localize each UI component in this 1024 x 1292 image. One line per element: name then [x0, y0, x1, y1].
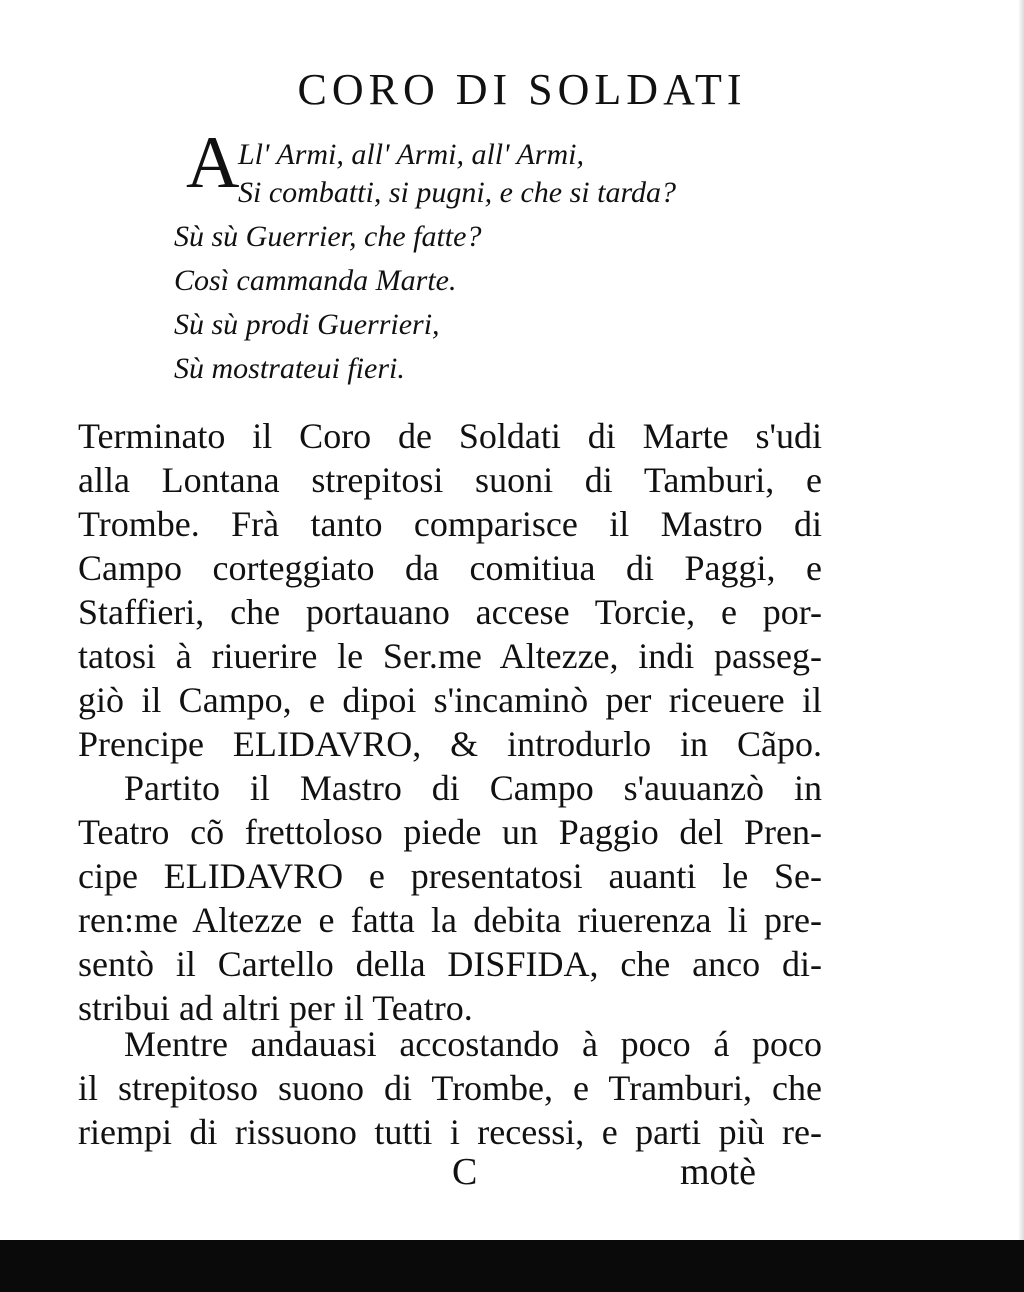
prose-line: Staffieri, che portauano accese Torcie, e por- — [78, 592, 822, 632]
prose-line: Partito il Mastro di Campo s'auuanzò in — [124, 768, 822, 808]
verse-line: Si combatti, si pugni, e che si tarda? — [238, 176, 677, 209]
prose-line: tatosi à riuerire le Ser.me Altezze, indi passeg- — [78, 636, 822, 676]
prose-line: Terminato il Coro de Soldati di Marte s'udi — [78, 416, 822, 456]
prose-line: Prencipe ELIDAVRO, & introdurlo in Cãpo. — [78, 724, 822, 764]
prose-line: giò il Campo, e dipoi s'incaminò per riceuere il — [78, 680, 822, 720]
prose-line: Mentre andauasi accostando à poco á poco — [124, 1024, 822, 1064]
catchword: motè — [680, 1151, 756, 1193]
verse-line: Sù mostrateui fieri. — [174, 352, 405, 385]
prose-line: riempi di rissuono tutti i recessi, e parti più re- — [78, 1112, 822, 1152]
prose-line: il strepitoso suono di Trombe, e Tramburi, che — [78, 1068, 822, 1108]
prose-line: Teatro cõ frettoloso piede un Paggio del Pren- — [78, 812, 822, 852]
verse-line: Sù sù prodi Guerrieri, — [174, 308, 440, 341]
verse-line: Così cammanda Marte. — [174, 264, 457, 297]
signature-mark: C — [452, 1151, 478, 1193]
verse-line: Ll' Armi, all' Armi, all' Armi, — [238, 138, 584, 171]
prose-line: ren:me Altezze e fatta la debita riuerenza li pre- — [78, 900, 822, 940]
page-title: CORO DI SOLDATI — [297, 65, 747, 114]
verse-line: Sù sù Guerrier, che fatte? — [174, 220, 482, 253]
prose-line: stribui ad altri per il Teatro. — [78, 988, 473, 1028]
prose-line: Trombe. Frà tanto comparisce il Mastro di — [78, 504, 822, 544]
drop-capital: A — [186, 122, 240, 204]
prose-line: sentò il Cartello della DISFIDA, che anco di- — [78, 944, 822, 984]
prose-line: alla Lontana strepitosi suoni di Tamburi, e — [78, 460, 822, 500]
prose-line: Campo corteggiato da comitiua di Paggi, e — [78, 548, 822, 588]
scan-edge-shadow — [1018, 0, 1024, 1240]
prose-line: cipe ELIDAVRO e presentatosi auanti le Se- — [78, 856, 822, 896]
